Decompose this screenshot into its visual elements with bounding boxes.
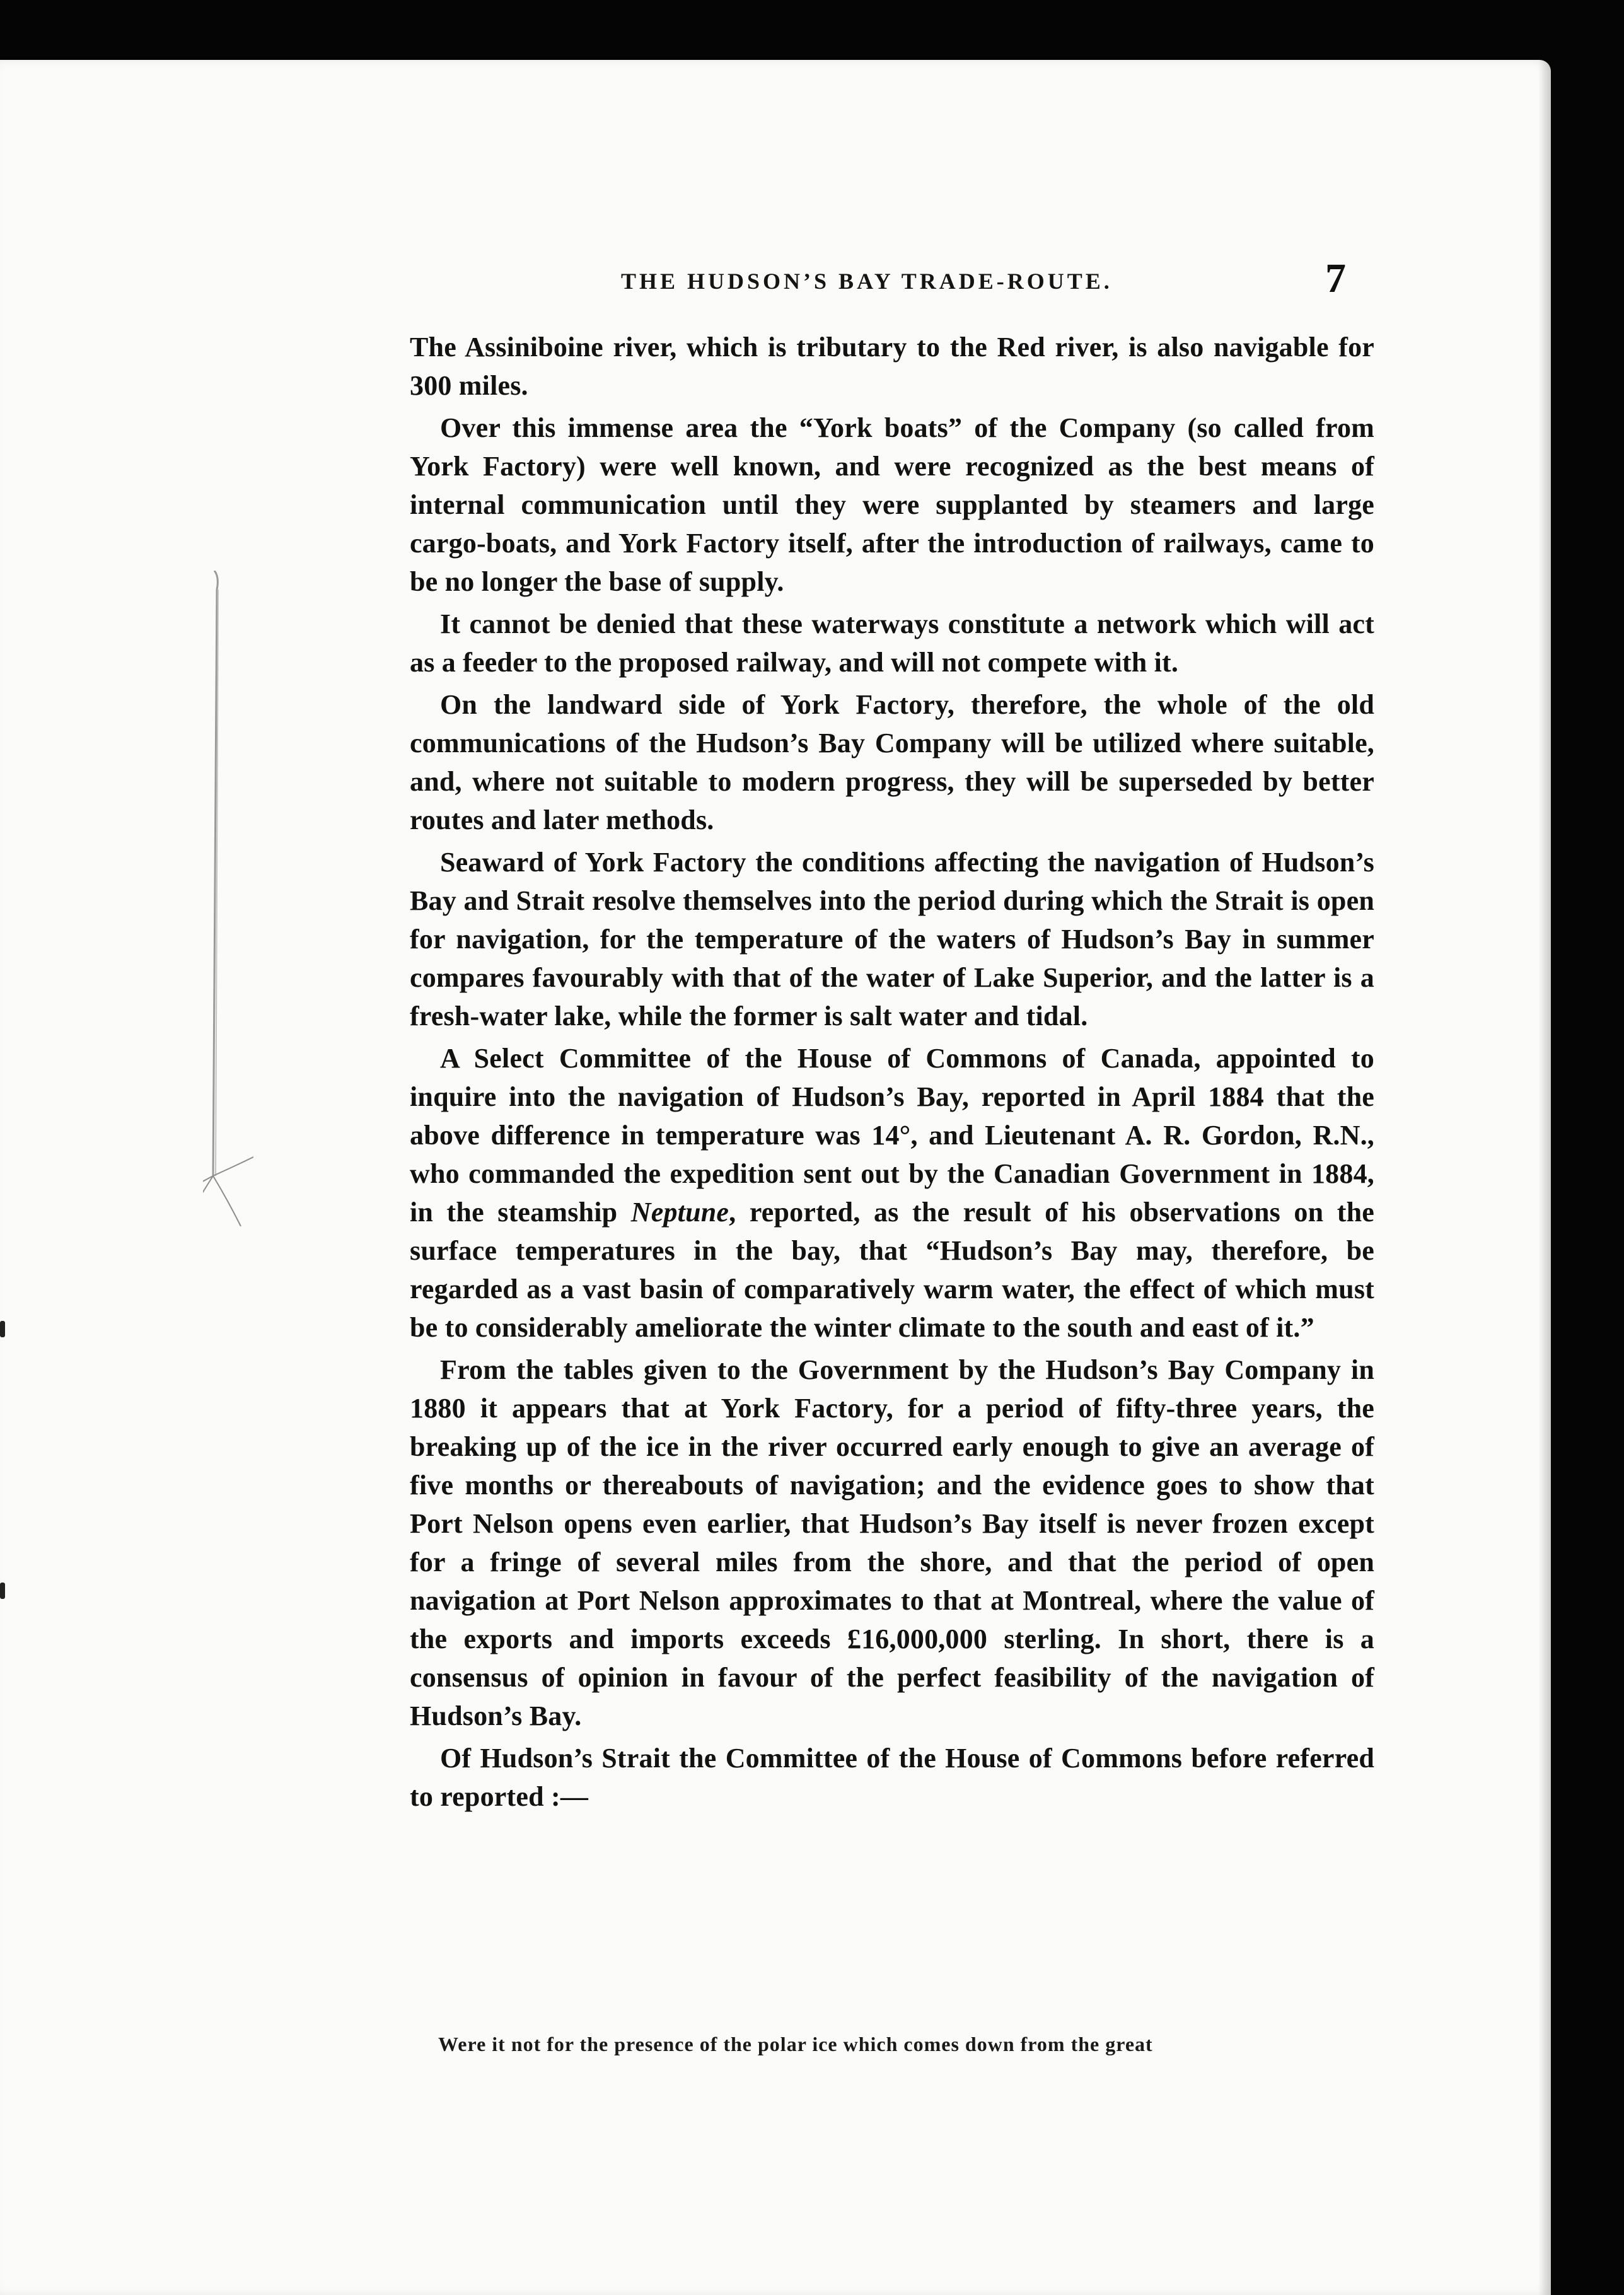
margin-mark	[0, 1321, 5, 1337]
paragraph: The Assiniboine river, which is tributary to the Red river, is also navigable for 300 miles.	[410, 332, 1374, 401]
paragraph: A Select Committee of the House of Commons of Canada, appointed to inquire into the navigation of Hudson’s Bay, reported in April 1884 that the above difference in temperature was 14°, and Lieutenant A. R. Gordon, R.N., who commanded the expedition sent out by the Canadian Government in 1884, in the steamship Neptune, reported, as the result of his observations on the surface temperatures in the bay, that “Hudson’s Bay may, therefore, be regarded as a vast basin of comparatively warm water, the effect of which must be to considerably ameliorate the winter climate to the south and east of it.”	[410, 1043, 1374, 1343]
ship-name: Neptune	[630, 1197, 729, 1228]
margin-mark	[0, 1583, 5, 1599]
fold-mark-artifact	[203, 571, 253, 1226]
running-head: THE HUDSON’S BAY TRADE-ROUTE.	[621, 269, 1113, 294]
paragraph: Seaward of York Factory the conditions affecting the navigation of Hudson’s Bay and Strait resolve themselves into the period during which the Strait is open for navigation, for the temperature of the waters of Hudson’s Bay in summer compares favourably with that of the water of Lake Superior, and the latter is a fresh-water lake, while the former is salt water and tidal.	[410, 847, 1374, 1031]
paragraph: On the landward side of York Factory, therefore, the whole of the old communications of the Hudson’s Bay Company will be utilized where suitable, and, where not suitable to modern progress, they will be superseded by better routes and later methods.	[410, 689, 1374, 835]
body-text	[410, 328, 1374, 1820]
page-number: 7	[1325, 255, 1346, 301]
page-edge-shadow	[1538, 60, 1551, 2295]
paragraph: From the tables given to the Government by the Hudson’s Bay Company in 1880 it appears that at York Factory, for a period of fifty-three years, the breaking up of the ice in the river occurred early enough to give an average of five months or thereabouts of navigation; and the evidence goes to show that Port Nelson opens even earlier, that Hudson’s Bay itself is never frozen except for a fringe of several miles from the shore, and that the period of open navigation at Port Nelson approximates to that at Montreal, where the value of the exports and imports exceeds £16,000,000 sterling. In short, there is a consensus of opinion in favour of the perfect feasibility of the navigation of Hudson’s Bay.	[410, 1354, 1374, 1731]
quoted-extract: Were it not for the presence of the polar ice which comes down from the great	[438, 2033, 1153, 2055]
scanned-page	[0, 60, 1551, 2295]
paragraph: Of Hudson’s Strait the Committee of the House of Commons before referred to reported :—	[410, 1743, 1374, 1812]
paragraph: It cannot be denied that these waterways constitute a network which will act as a feeder to the proposed railway, and will not compete with it.	[410, 608, 1374, 678]
page-header	[621, 255, 1346, 309]
paragraph: Over this immense area the “York boats” of the Company (so called from York Factory) were well known, and were recognized as the best means of internal communication until they were supplanted by steamers and large cargo-boats, and York Factory itself, after the introduction of railways, came to be no longer the base of supply.	[410, 412, 1374, 597]
